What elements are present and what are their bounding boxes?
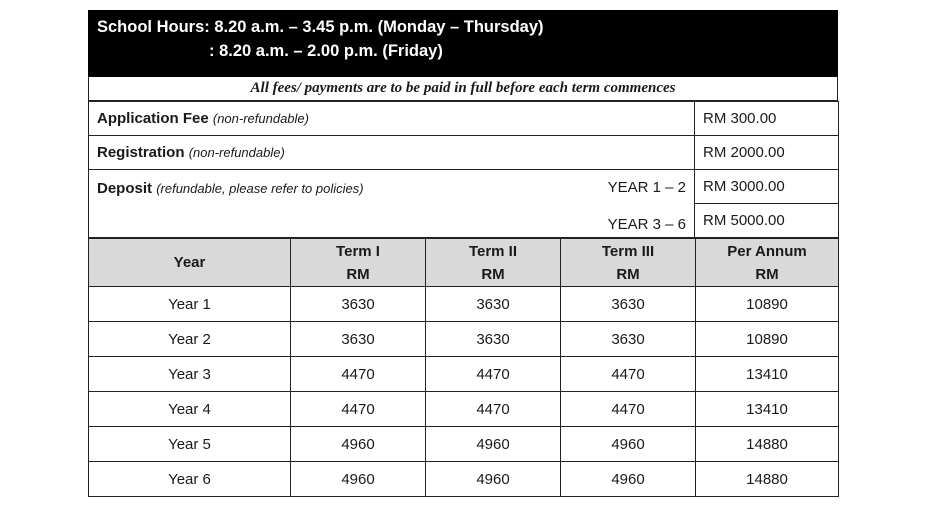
table-row [89,392,839,427]
school-hours-banner [88,10,838,77]
year-cell: Year 2 [89,322,291,357]
registration-fee-amount: RM 2000.00 [695,136,839,170]
registration-fee-note: (non-refundable) [188,145,285,160]
term-3-cell: 3630 [561,322,696,357]
year-cell: Year 1 [89,287,291,322]
registration-fee-row [89,136,839,170]
table-row [89,357,839,392]
table-row [89,462,839,497]
deposit-tier-years: YEAR 1 – 2 [607,179,686,196]
application-fee-note: (non-refundable) [212,111,309,126]
per-annum-cell: 13410 [696,392,839,427]
term-2-cell: 4470 [426,357,561,392]
term-1-cell: 4470 [291,357,426,392]
fee-sheet [88,10,838,497]
year-cell: Year 5 [89,427,291,462]
per-annum-cell: 14880 [696,427,839,462]
header-per-annum-currency: RM [755,265,779,283]
header-term-1-currency: RM [346,265,370,283]
header-term-3 [561,239,696,287]
year-cell: Year 4 [89,392,291,427]
deposit-label: Deposit [97,180,153,197]
application-fee-row [89,102,839,136]
payment-notice: All fees/ payments are to be paid in full before each term commences [88,77,838,101]
term-1-cell: 4470 [291,392,426,427]
per-annum-cell: 10890 [696,287,839,322]
table-row [89,427,839,462]
term-fees-header-row [89,239,839,287]
deposit-cell [89,170,695,238]
header-per-annum-label: Per Annum [727,242,807,260]
term-3-cell: 4470 [561,392,696,427]
application-fee-cell [89,102,695,136]
registration-fee-cell [89,136,695,170]
fees-table [88,101,839,238]
term-3-cell: 4470 [561,357,696,392]
header-term-1 [291,239,426,287]
term-fees-table [88,238,839,497]
deposit-row [89,170,839,204]
term-1-cell: 3630 [291,322,426,357]
deposit-tier-years: YEAR 3 – 6 [607,216,686,233]
term-2-cell: 4960 [426,427,561,462]
per-annum-cell: 10890 [696,322,839,357]
term-3-cell: 4960 [561,427,696,462]
term-3-cell: 3630 [561,287,696,322]
term-1-cell: 3630 [291,287,426,322]
term-2-cell: 3630 [426,287,561,322]
term-1-cell: 4960 [291,462,426,497]
deposit-tier-amount: RM 3000.00 [695,170,839,204]
header-term-1-label: Term I [336,242,380,260]
deposit-tier-amount: RM 5000.00 [695,204,839,238]
school-hours-line-2: : 8.20 a.m. – 2.00 p.m. (Friday) [209,42,443,60]
term-1-cell: 4960 [291,427,426,462]
application-fee-amount: RM 300.00 [695,102,839,136]
term-3-cell: 4960 [561,462,696,497]
term-2-cell: 3630 [426,322,561,357]
school-hours-line-1: School Hours: 8.20 a.m. – 3.45 p.m. (Monday – Thursday) [97,18,544,36]
registration-fee-label: Registration [97,144,185,161]
year-cell: Year 3 [89,357,291,392]
year-cell: Year 6 [89,462,291,497]
term-2-cell: 4960 [426,462,561,497]
per-annum-cell: 14880 [696,462,839,497]
header-term-3-currency: RM [616,265,640,283]
header-per-annum [696,239,839,287]
table-row [89,322,839,357]
header-term-2-label: Term II [468,242,518,260]
header-term-2 [426,239,561,287]
per-annum-cell: 13410 [696,357,839,392]
application-fee-label: Application Fee [97,110,209,127]
header-term-2-currency: RM [481,265,505,283]
table-row [89,287,839,322]
header-term-3-label: Term III [601,242,655,260]
deposit-label-group [97,180,364,197]
header-year: Year [89,239,291,287]
term-2-cell: 4470 [426,392,561,427]
deposit-note: (refundable, please refer to policies) [156,181,364,196]
